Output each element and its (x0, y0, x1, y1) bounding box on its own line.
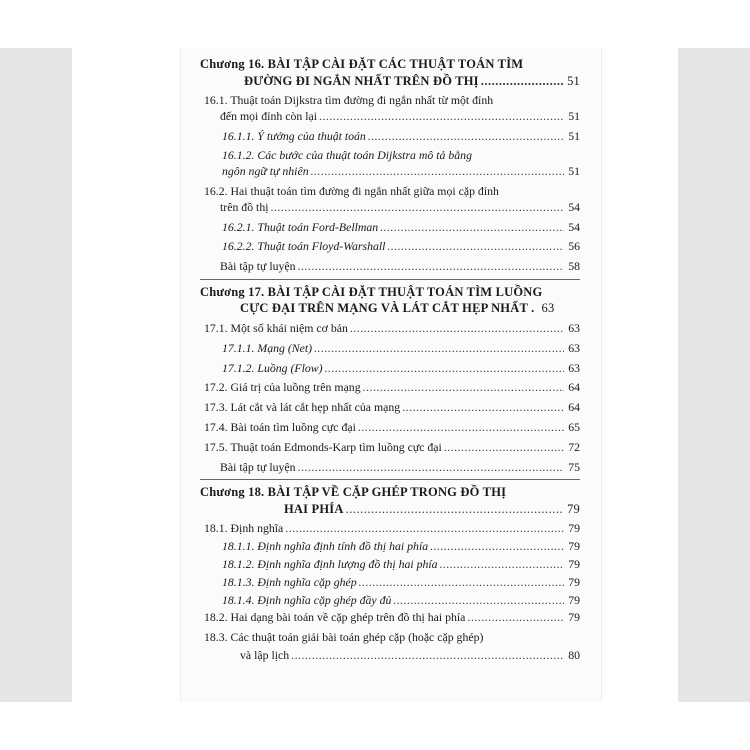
divider (200, 279, 580, 280)
leader-dots (359, 577, 564, 589)
leader-dots (285, 523, 564, 535)
leader-dots (393, 595, 564, 607)
entry-page: 63 (568, 340, 580, 355)
leader-dots (358, 422, 564, 434)
leader-dots (298, 462, 564, 474)
entry-text-line1: 16.1.2. Các bước của thuật toán Dijkstra mô tả bằng (222, 148, 472, 163)
entry-page: 64 (568, 380, 580, 395)
toc-entry-17-2 (200, 382, 580, 394)
toc-entry-17-1-2 (200, 360, 580, 375)
chapter-16-title-line2: ĐƯỜNG ĐI NGẮN NHẤT TRÊN ĐỒ THỊ (244, 73, 479, 88)
leader-dots (481, 75, 564, 88)
toc-entry-18-3 (200, 632, 580, 662)
leader-dots (298, 261, 564, 273)
entry-text-line2: ngôn ngữ tự nhiên (222, 164, 309, 179)
entry-text: 17.4. Bài toán tìm luồng cực đại (204, 419, 356, 434)
leader-dots (319, 111, 564, 123)
leader-dots (350, 323, 564, 335)
chapter-18-title-line2: HAI PHÍA (284, 501, 344, 516)
toc-entry-17-4 (200, 419, 580, 434)
chapter-16-title-line1: Chương 16. BÀI TẬP CÀI ĐẶT CÁC THUẬT TOÁN TÌM (200, 57, 524, 71)
entry-text: Bài tập tự luyện (220, 459, 296, 474)
entry-page: 75 (568, 459, 580, 474)
leader-dots (387, 241, 564, 253)
leader-dots (311, 166, 564, 178)
entry-text: 17.1.2. Luồng (Flow) (222, 360, 323, 375)
entry-text: 17.5. Thuật toán Edmonds-Karp tìm luồng cực đại (204, 439, 442, 454)
toc-entry-18-1-4 (200, 592, 580, 607)
entry-text: 17.2. Giá trị của luồng trên mạng (204, 380, 361, 395)
entry-page: 58 (568, 259, 580, 274)
toc-entry-16-2-1 (200, 219, 580, 234)
entry-text: 17.1. Một số khái niệm cơ bản (204, 320, 348, 335)
entry-page: 51 (568, 164, 580, 179)
entry-text-line2: đến mọi đỉnh còn lại (220, 108, 317, 123)
chapter-16-heading (200, 58, 580, 87)
entry-page: 79 (568, 556, 580, 571)
entry-text: 17.3. Lát cắt và lát cắt hẹp nhất của mạng (204, 400, 401, 415)
leader-dots (314, 343, 564, 355)
table-of-contents (200, 58, 580, 662)
entry-text: 18.1.3. Định nghĩa cặp ghép (222, 574, 357, 589)
entry-page: 79 (568, 610, 580, 625)
entry-page: 79 (568, 592, 580, 607)
leader-dots (440, 559, 564, 571)
chapter-17-heading (200, 286, 580, 315)
entry-page: 64 (568, 400, 580, 415)
entry-page: 54 (568, 219, 580, 234)
toc-entry-18-1 (200, 523, 580, 535)
leader-dots (291, 650, 564, 662)
leader-dots (444, 442, 564, 454)
leader-dots (346, 503, 564, 516)
entry-page: 51 (568, 128, 580, 143)
entry-page: 80 (568, 647, 580, 662)
chapter-18-title-line1: Chương 18. BÀI TẬP VỀ CẶP GHÉP TRONG ĐỒ THỊ (200, 485, 507, 500)
toc-entry-18-1-2 (200, 556, 580, 571)
entry-page: 56 (568, 239, 580, 254)
entry-page: 79 (568, 521, 580, 536)
leader-dots (363, 382, 564, 394)
entry-text: 18.2. Hai dạng bài toán về cặp ghép trên đồ thị hai phía (204, 610, 466, 625)
toc-entry-18-1-1 (200, 541, 580, 553)
entry-text-line1: 16.1. Thuật toán Dijkstra tìm đường đi ngắn nhất từ một đỉnh (204, 93, 494, 107)
entry-page: 72 (568, 439, 580, 454)
leader-dots (467, 612, 564, 624)
toc-entry-16-exercises (200, 261, 580, 273)
entry-page: 79 (568, 539, 580, 554)
entry-text: 16.1.1. Ý tưởng của thuật toán (222, 128, 366, 143)
entry-page: 63 (568, 320, 580, 335)
entry-page: 65 (568, 419, 580, 434)
leader-dots (271, 202, 565, 214)
chapter-16-page: 51 (567, 73, 580, 88)
entry-text: 17.1.1. Mạng (Net) (222, 340, 313, 355)
entry-text: 16.2.1. Thuật toán Ford-Bellman (222, 219, 379, 234)
toc-entry-16-1-1 (200, 128, 580, 143)
divider (200, 479, 580, 480)
entry-text: 16.2.2. Thuật toán Floyd-Warshall (222, 239, 386, 254)
toc-entry-18-2 (200, 612, 580, 624)
entry-page: 63 (568, 360, 580, 375)
toc-entry-18-1-3 (200, 574, 580, 589)
entry-page: 51 (568, 108, 580, 123)
entry-text: 18.1.2. Định nghĩa định lượng đồ thị hai phía (222, 556, 438, 571)
entry-text-line2: trên đồ thị (220, 199, 269, 214)
leader-dots (325, 363, 564, 375)
entry-text-line1: 18.3. Các thuật toán giải bài toán ghép cặp (hoặc cặp ghép) (204, 630, 484, 645)
toc-entry-16-1 (200, 95, 580, 123)
entry-page: 79 (568, 574, 580, 589)
chapter-17-page: 63 (541, 301, 555, 316)
entry-text: 18.1. Định nghĩa (204, 521, 284, 536)
entry-text-line2: và lập lịch (240, 647, 290, 662)
leader-dots (368, 131, 564, 143)
entry-text: 18.1.4. Định nghĩa cặp ghép đầy đủ (222, 592, 392, 607)
leader-dots (380, 222, 564, 234)
toc-entry-16-1-2 (200, 150, 580, 178)
toc-entry-16-2-2 (200, 241, 580, 253)
leader-dots (430, 541, 564, 553)
toc-entry-17-exercises (200, 459, 580, 474)
toc-entry-17-5 (200, 439, 580, 454)
entry-text: Bài tập tự luyện (220, 259, 296, 274)
entry-text-line1: 16.2. Hai thuật toán tìm đường đi ngắn nhất giữa mọi cặp đỉnh (204, 183, 499, 198)
toc-entry-17-1-1 (200, 340, 580, 355)
chapter-17-title-line1: Chương 17. BÀI TẬP CÀI ĐẶT THUẬT TOÁN TÌM LUỒNG (200, 284, 543, 299)
entry-page: 54 (568, 199, 580, 214)
chapter-18-heading (200, 486, 580, 515)
toc-entry-16-2 (200, 183, 580, 214)
entry-text: 18.1.1. Định nghĩa định tính đồ thị hai phía (222, 539, 429, 554)
toc-entry-17-3 (200, 402, 580, 414)
chapter-17-title-line2: CỰC ĐẠI TRÊN MẠNG VÀ LÁT CẮT HẸP NHẤT . (240, 301, 535, 316)
toc-entry-17-1 (200, 320, 580, 335)
chapter-18-page: 79 (567, 501, 580, 516)
leader-dots (402, 402, 564, 414)
background-band-left (0, 48, 72, 702)
background-band-right (678, 48, 750, 702)
